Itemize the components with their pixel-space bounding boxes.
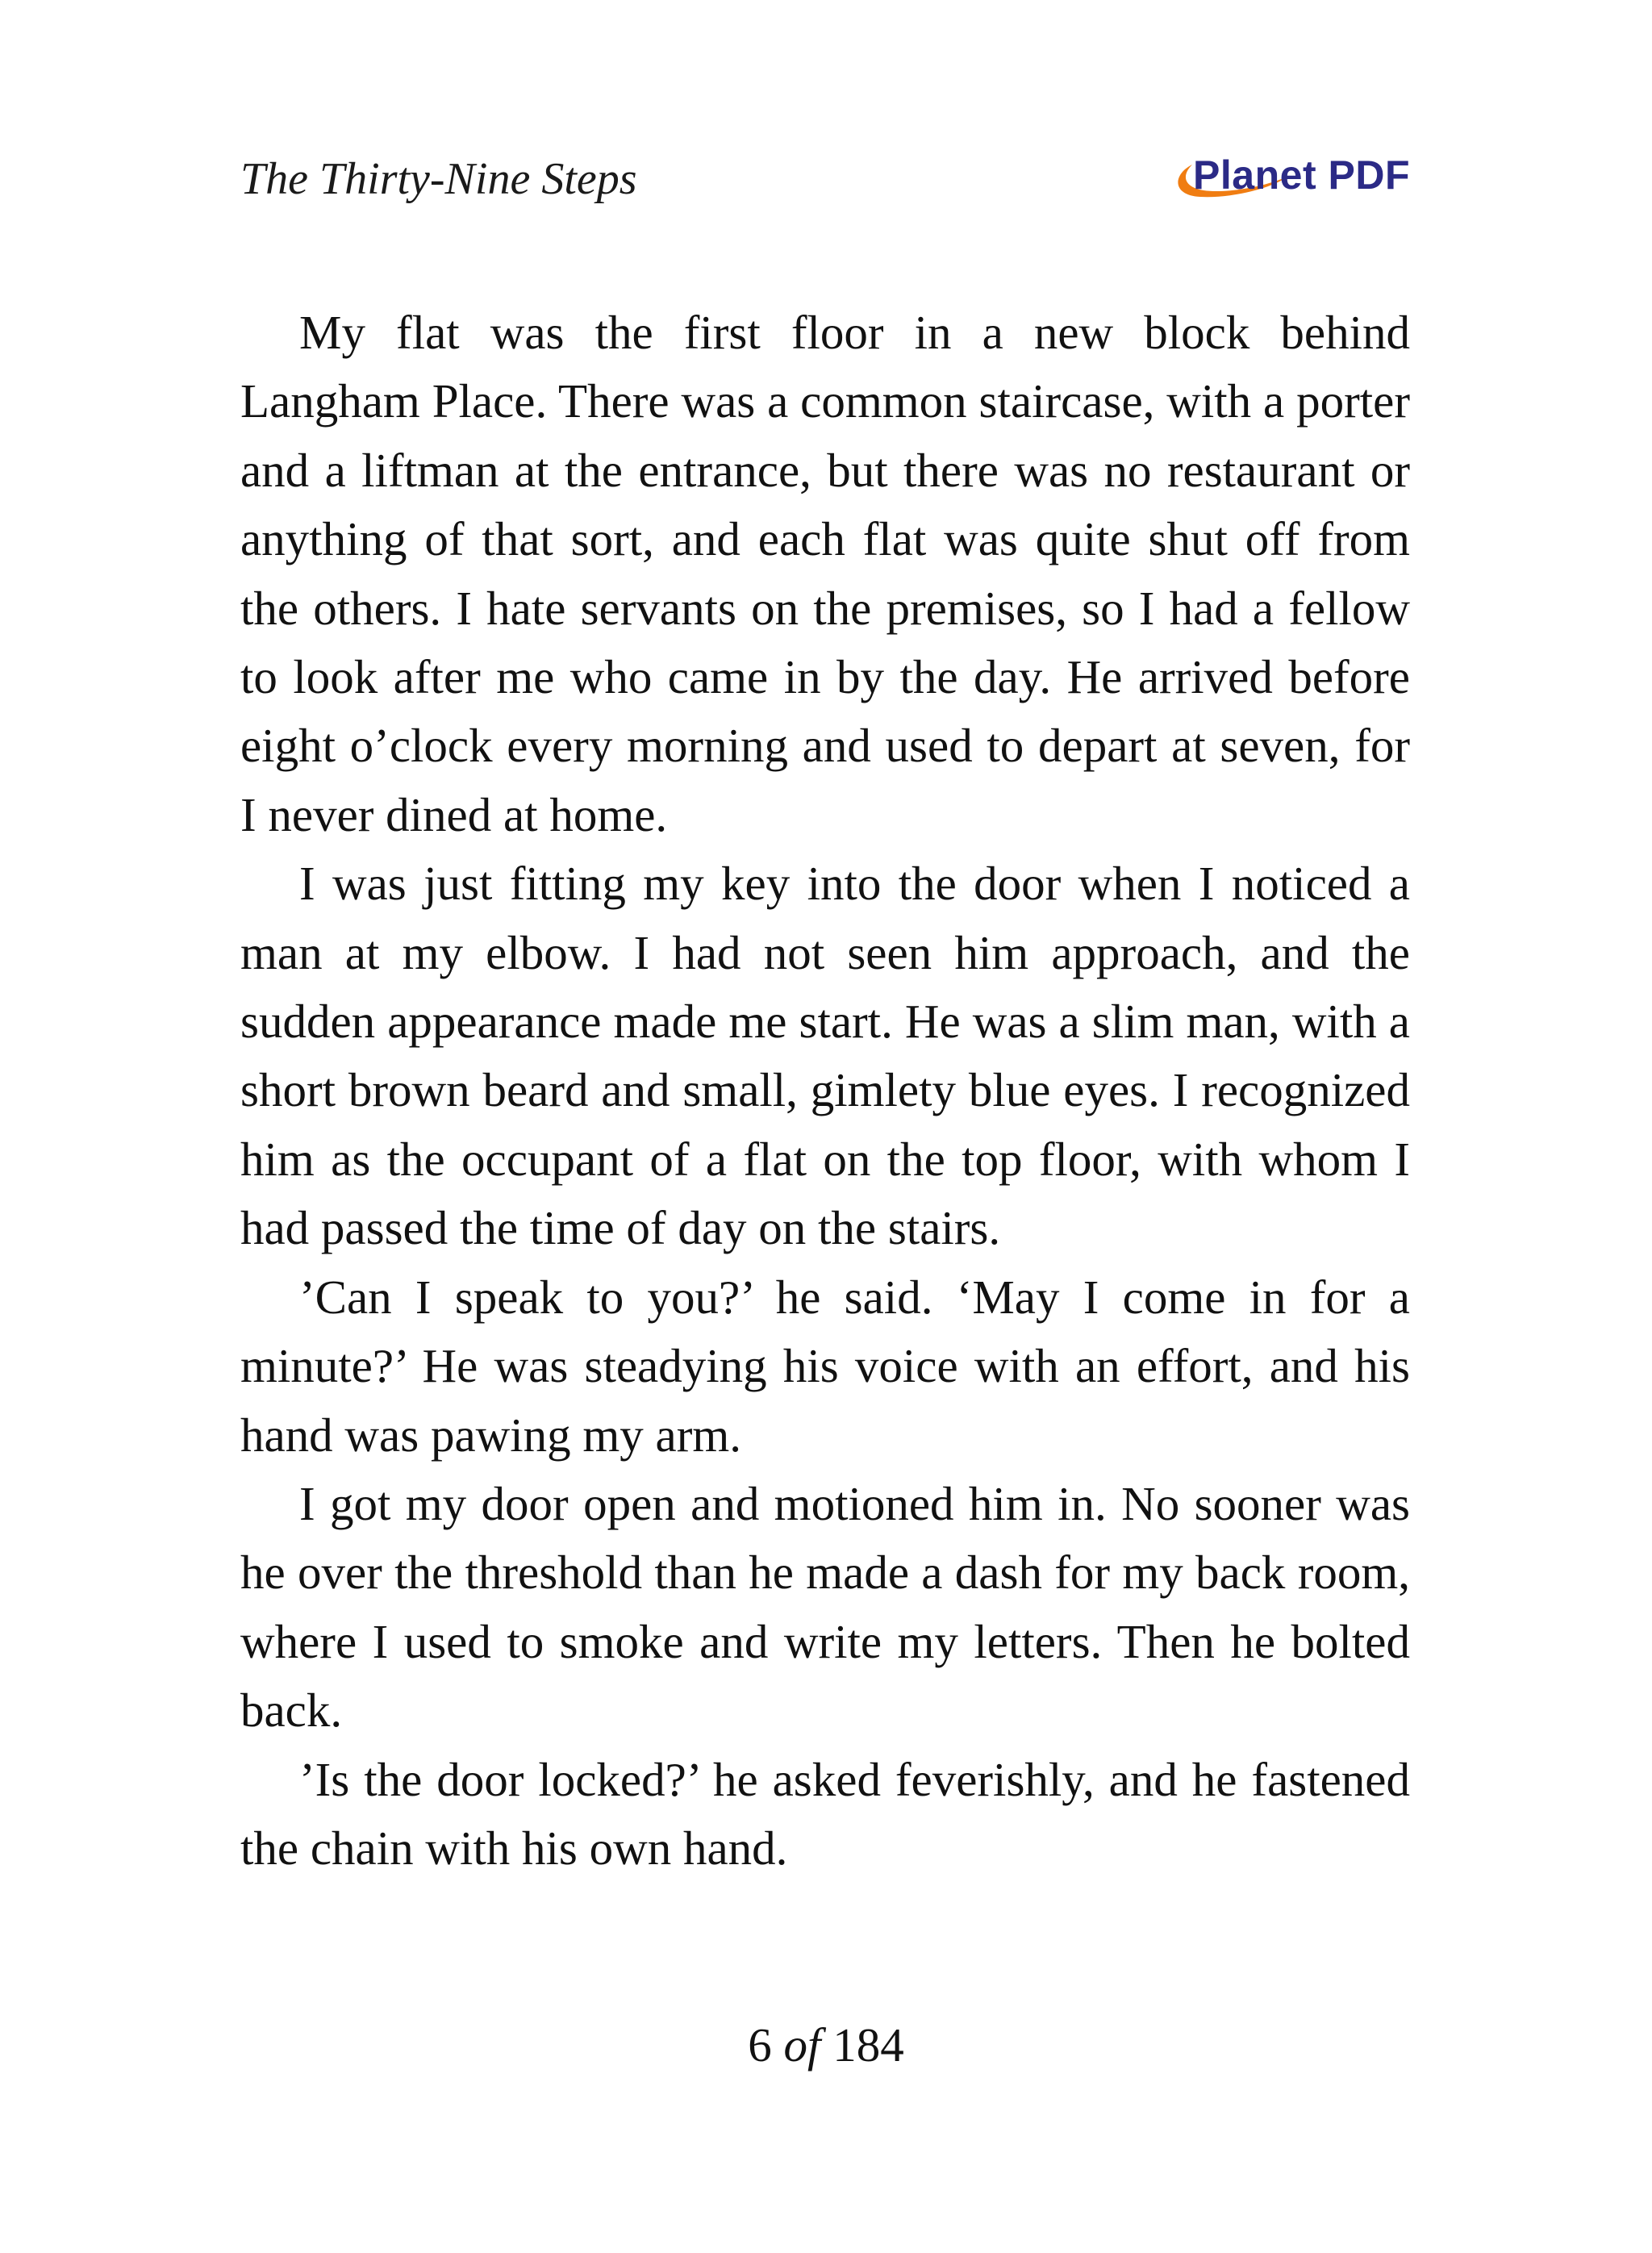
- page-of-label: of: [783, 2018, 821, 2072]
- running-header: [240, 147, 1410, 211]
- paragraph: My flat was the first floor in a new block behind Langham Place. There was a common staircase, with a porter and a liftman at the entrance, but there was no restaurant or anything of that sort, and each flat was quite shut off from the others. I hate servants on the premises, so I had a fellow to look after me who came in by the day. He arrived before eight o’clock every morning and used to depart at seven, for I never dined at home.: [240, 306, 1410, 841]
- paragraph: ’Can I speak to you?’ he said. ‘May I come in for a minute?’ He was steadying his voice with an effort, and his hand was pawing my arm.: [240, 1270, 1410, 1462]
- page-number: [0, 2017, 1652, 2073]
- body-text: [240, 298, 1410, 1883]
- book-title: The Thirty-Nine Steps: [240, 154, 637, 204]
- page-total: 184: [832, 2018, 904, 2072]
- paragraph: I got my door open and motioned him in. No sooner was he over the threshold than he made a dash for my back room, where I used to smoke and write my letters. Then he bolted back.: [240, 1476, 1410, 1738]
- paragraph: I was just fitting my key into the door when I noticed a man at my elbow. I had not seen him approach, and the sudden appearance made me start. He was a slim man, with a short brown beard and small, gimlety blue eyes. I recognized him as the occupant of a flat on the top floor, with whom I had passed the time of day on the stairs.: [240, 857, 1410, 1255]
- page-current: 6: [748, 2018, 772, 2072]
- logo-text: Planet PDF: [1193, 152, 1410, 198]
- paragraph: ’Is the door locked?’ he asked feverishly, and he fastened the chain with his own hand.: [240, 1752, 1410, 1875]
- planet-pdf-logo: [1168, 147, 1410, 211]
